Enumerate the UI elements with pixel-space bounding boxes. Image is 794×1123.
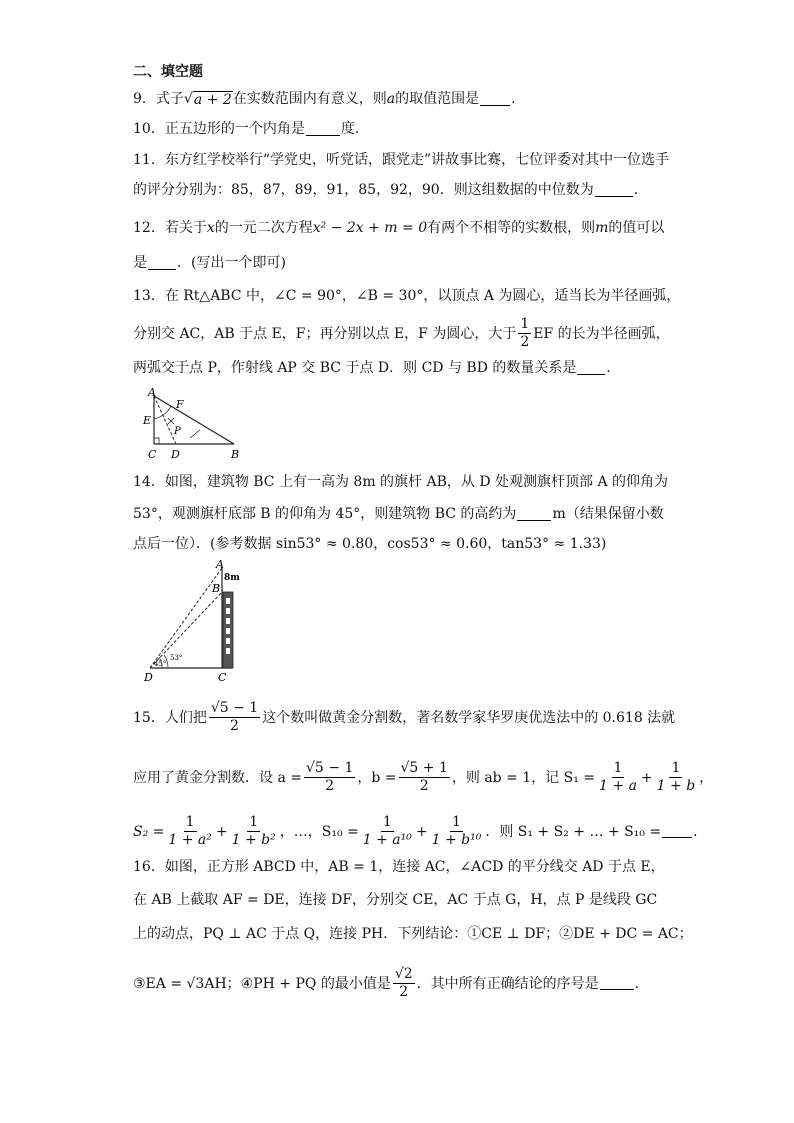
q9-answer-blank[interactable] — [480, 93, 510, 106]
q16-line3: 上的动点，PQ ⊥ AC 于点 Q，连接 PH．下列结论：①CE ⊥ DF；②DE + DC = AC； — [133, 926, 693, 942]
q12-line2b: ．(写出一个即可) — [177, 255, 286, 271]
q15-s1-frac-a: $\frac{1}{1 + a}$ — [599, 760, 637, 794]
q12-post: 有两个不相等的实数根，则 — [427, 220, 596, 236]
q15-answer-blank[interactable] — [662, 825, 692, 838]
q9-prefix: 9．式子 — [133, 91, 184, 107]
q10-end: 度． — [340, 121, 369, 137]
q13-label-F: F — [176, 398, 184, 411]
q14-line2b: m（结果保留小数 — [552, 506, 664, 522]
q9-end: ． — [511, 91, 526, 107]
q16-line4b: ．其中所有正确结论的序号是 — [416, 975, 599, 992]
question-16-line1 — [133, 858, 665, 876]
q12-answer-blank[interactable] — [148, 257, 176, 270]
q15-golden-fraction: $\frac{√5 - 1}{2}$ — [210, 700, 259, 734]
question-13-line2 — [133, 316, 670, 351]
question-14-line3 — [133, 535, 606, 553]
q11-answer-blank[interactable] — [595, 184, 633, 197]
q13-label-C: C — [148, 448, 157, 461]
q13-answer-blank[interactable] — [577, 362, 605, 375]
q13-end: ． — [606, 360, 621, 376]
q13-line3: 两弧交于点 P，作射线 AP 交 BC 于点 D．则 CD 与 BD 的数量关系是 — [133, 360, 577, 376]
q12-line2a: 是 — [133, 255, 147, 271]
q15-s10-frac-a: $\frac{1}{\text{1 + a¹⁰}}$ — [362, 814, 412, 848]
question-15-line1 — [133, 700, 675, 735]
q14-label-D: D — [144, 671, 153, 684]
q16-end: ． — [634, 975, 649, 992]
q9-radicand: a + 2 — [193, 92, 232, 108]
q16-min-fraction: $\frac{√2}{2}$ — [394, 966, 413, 1000]
question-13-line3 — [133, 359, 620, 377]
section-title: 二、填空题 — [133, 64, 203, 80]
q12-post2: 的值可以 — [608, 220, 665, 236]
q15-plus-3: + — [415, 823, 428, 840]
q15-l1pre: 15．人们把 — [133, 709, 207, 726]
question-11-line2 — [133, 181, 648, 199]
q15-l2mid2: ，则 ab = 1，记 S₁ = — [451, 769, 596, 786]
question-14-line1 — [133, 473, 668, 491]
q13-line1: 13．在 Rt△ABC 中，∠C = 90°，∠B = 30°，以顶点 A 为圆心，适当长为半径画弧， — [133, 288, 681, 304]
q13-label-P: P — [174, 426, 181, 437]
q15-l2mid: ，b = — [357, 769, 397, 786]
q15-l3post: ．则 S₁ + S₂ + … + S₁₀ = — [485, 823, 662, 840]
question-14-line2 — [133, 505, 664, 523]
q15-end: ． — [693, 823, 708, 840]
question-12-line2 — [133, 254, 286, 272]
q14-angle-45: 45° — [154, 660, 167, 668]
q16-line1: 16．如图，正方形 ABCD 中，AB = 1，连接 AC，∠ACD 的平分线交 AD 于点 E， — [133, 859, 665, 875]
q14-line1: 14．如图，建筑物 BC 上有一高为 8m 的旗杆 AB，从 D 处观测旗杆顶部 A 的仰角为 — [133, 474, 669, 490]
question-11-line1 — [133, 151, 669, 169]
q10-text: 10．正五边形的一个内角是 — [133, 121, 305, 137]
q11-line1: 11．东方红学校举行“学党史，听党话，跟党走”讲故事比赛，七位评委对其中一位选手 — [133, 152, 670, 168]
q12-m: m — [595, 220, 609, 236]
q13-label-E: E — [143, 414, 152, 427]
q16-answer-blank[interactable] — [600, 977, 634, 990]
q15-b-fraction: $\frac{√5 + 1}{2}$ — [400, 760, 448, 794]
q11-end: ． — [633, 182, 648, 198]
q14-label-C: C — [218, 671, 227, 684]
q12-mid: 的一元二次方程 — [214, 220, 313, 236]
q10-answer-blank[interactable] — [306, 123, 340, 136]
q13-line2b: EF 的长为半径画弧， — [533, 325, 670, 342]
q15-dots: ，…，S₁₀ = — [279, 823, 359, 840]
q9-text2: 的取值范围是 — [395, 91, 480, 107]
q14-building-figure — [140, 560, 252, 684]
q13-label-D: D — [171, 448, 180, 461]
q15-plus-1: + — [640, 769, 653, 786]
q15-s1-frac-b: $\frac{1}{1 + b}$ — [656, 760, 696, 794]
q12-x: x — [206, 220, 215, 236]
q9-sqrt: √ a + 2 — [183, 91, 232, 108]
q14-angle-53: 53° — [170, 654, 183, 662]
question-15-line3 — [133, 814, 707, 849]
q14-line2a: 53°，观测旗杆底部 B 的仰角为 45°，则建筑物 BC 的高约为 — [133, 506, 517, 522]
question-13-line1 — [133, 287, 680, 305]
q15-s2-frac-a: $\frac{1}{\text{1 + a²}}$ — [168, 814, 212, 848]
question-9 — [133, 90, 525, 108]
question-16-line3 — [133, 925, 693, 943]
question-16-line2 — [133, 891, 657, 909]
q15-s2: S₂ = — [133, 823, 165, 840]
q12-prefix: 12．若关于 — [133, 220, 207, 236]
q14-label-A: A — [216, 560, 224, 571]
q14-answer-blank[interactable] — [517, 508, 551, 521]
q15-a-fraction: $\frac{√5 - 1}{2}$ — [305, 760, 354, 794]
q15-l2pre: 应用了黄金分割数．设 a = — [133, 769, 302, 786]
q13-line2a: 分别交 AC，AB 于点 E，F；再分别以点 E，F 为圆心，大于 — [133, 325, 517, 342]
q14-label-B: B — [212, 582, 221, 595]
q13-label-A: A — [148, 386, 156, 399]
q15-l1post: 这个数叫做黄金分割数，著名数学家华罗庚优选法中的 0.618 法就 — [262, 709, 676, 726]
q15-plus-2: + — [215, 823, 228, 840]
q13-triangle-figure — [138, 386, 242, 462]
q16-line4a: ③EA = √3AH；④PH + PQ 的最小值是 — [133, 975, 391, 992]
q11-line2: 的评分分别为：85，87，89，91，85，92，90．则这组数据的中位数为 — [133, 182, 594, 198]
q15-comma: ， — [699, 769, 714, 786]
question-10 — [133, 120, 369, 138]
q14-line3: 点后一位）．(参考数据 sin53° ≈ 0.80，cos53° ≈ 0.60，tan53° ≈ 1.33) — [133, 536, 607, 552]
q9-text: 在实数范围内有意义，则 — [232, 91, 387, 107]
question-15-line2 — [133, 760, 713, 795]
q15-s10-frac-b: $\frac{1}{\text{1 + b¹⁰}}$ — [431, 814, 482, 848]
question-16-line4 — [133, 966, 649, 1001]
q13-half-fraction: $\frac{1}{2}$ — [520, 316, 530, 350]
q9-var: a — [386, 91, 396, 107]
question-12-line1 — [133, 219, 664, 237]
q16-line2: 在 AB 上截取 AF = DE，连接 DF，分别交 CE，AC 于点 G，H，点 P 是线段 GC — [133, 892, 658, 908]
q15-s2-frac-b: $\frac{1}{\text{1 + b²}}$ — [231, 814, 276, 848]
q12-equation: x² − 2x + m = 0 — [312, 220, 428, 236]
q14-label-height: 8m — [224, 573, 240, 583]
q13-label-B: B — [231, 448, 240, 461]
